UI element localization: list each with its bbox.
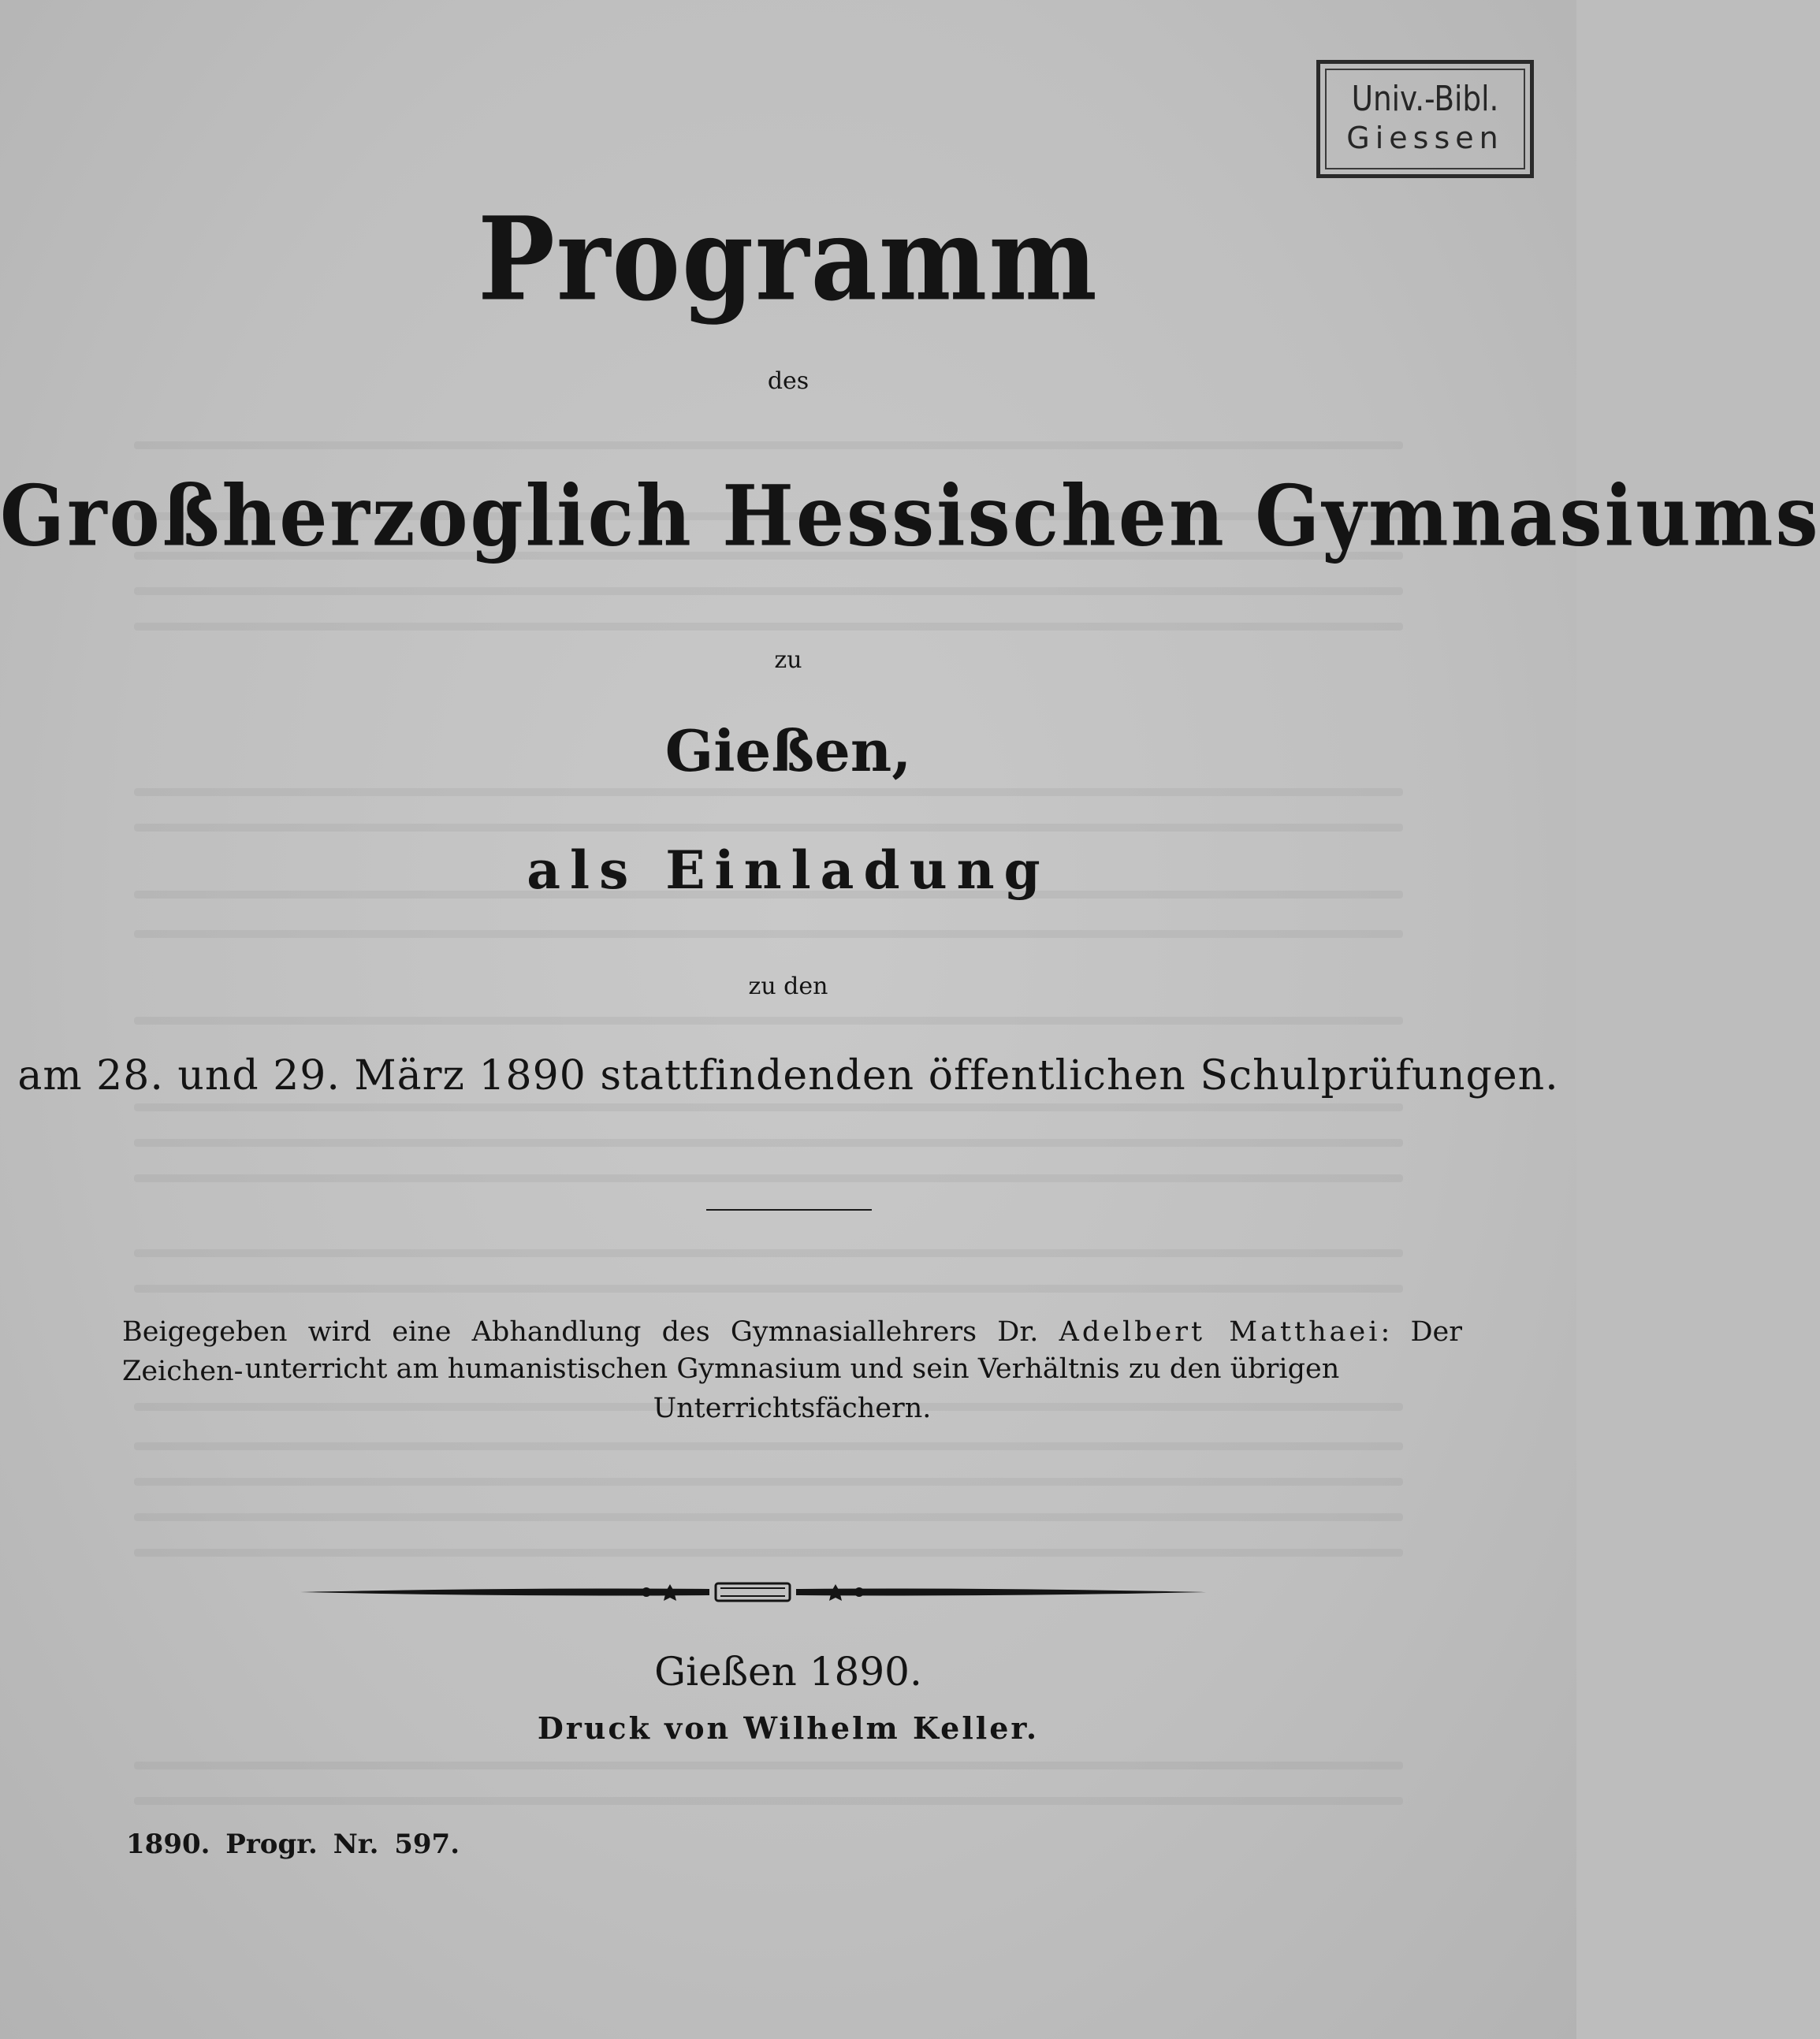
- bleed-through: [134, 1478, 1403, 1486]
- zu-line: zu: [774, 646, 802, 674]
- bleed-through: [134, 441, 1403, 449]
- divider-rule: [706, 1209, 872, 1211]
- bleed-through: [134, 1174, 1403, 1182]
- bleed-through: [134, 1285, 1403, 1293]
- bleed-through: [134, 930, 1403, 938]
- page-title: Programm: [478, 191, 1099, 327]
- bleed-through: [134, 1103, 1403, 1111]
- stamp-line-2: Giessen: [1346, 121, 1504, 155]
- ornamental-rule: [300, 1572, 1206, 1612]
- bleed-through: [134, 824, 1403, 832]
- bleed-through: [134, 1762, 1403, 1769]
- imprint-place-year: Gießen 1890.: [654, 1649, 922, 1695]
- bleed-through: [134, 623, 1403, 631]
- imprint-printer: Druck von Wilhelm Keller.: [537, 1710, 1040, 1746]
- bleed-through: [134, 1549, 1403, 1557]
- program-number: 1890. Progr. Nr. 597.: [126, 1829, 460, 1860]
- supplement-title-start: : Der Zeichen-: [122, 1316, 1462, 1387]
- supplement-author: Adelbert Matthaei: [1059, 1316, 1381, 1348]
- library-stamp: [1316, 60, 1534, 178]
- invitation-line: als Einladung: [527, 839, 1050, 901]
- bleed-through: [134, 1513, 1403, 1521]
- bleed-through: [134, 1017, 1403, 1025]
- bleed-through: [134, 1797, 1403, 1805]
- bleed-through: [134, 1249, 1403, 1257]
- bleed-through: [134, 1442, 1403, 1450]
- institution-name: Großherzoglich Hessischen Gymnasiums: [0, 467, 1820, 565]
- bleed-through: [134, 1139, 1403, 1147]
- exam-date-line: am 28. und 29. März 1890 stattfindenden öffentlichen Schulprüfungen.: [17, 1052, 1559, 1099]
- des-line: des: [767, 367, 810, 395]
- supplement-prefix: Beigegeben wird eine Abhandlung des Gymnasiallehrers Dr.: [122, 1316, 1039, 1348]
- bleed-through: [134, 587, 1403, 595]
- city-name: Gießen,: [664, 717, 912, 784]
- supplement-line-2: unterricht am humanistischen Gymnasium und sein Verhältnis zu den übrigen Unterrichtsfächern.: [244, 1353, 1340, 1424]
- bleed-through: [134, 788, 1403, 796]
- stamp-line-1: Univ.-Bibl.: [1351, 79, 1499, 119]
- zu-den-line: zu den: [748, 973, 828, 1000]
